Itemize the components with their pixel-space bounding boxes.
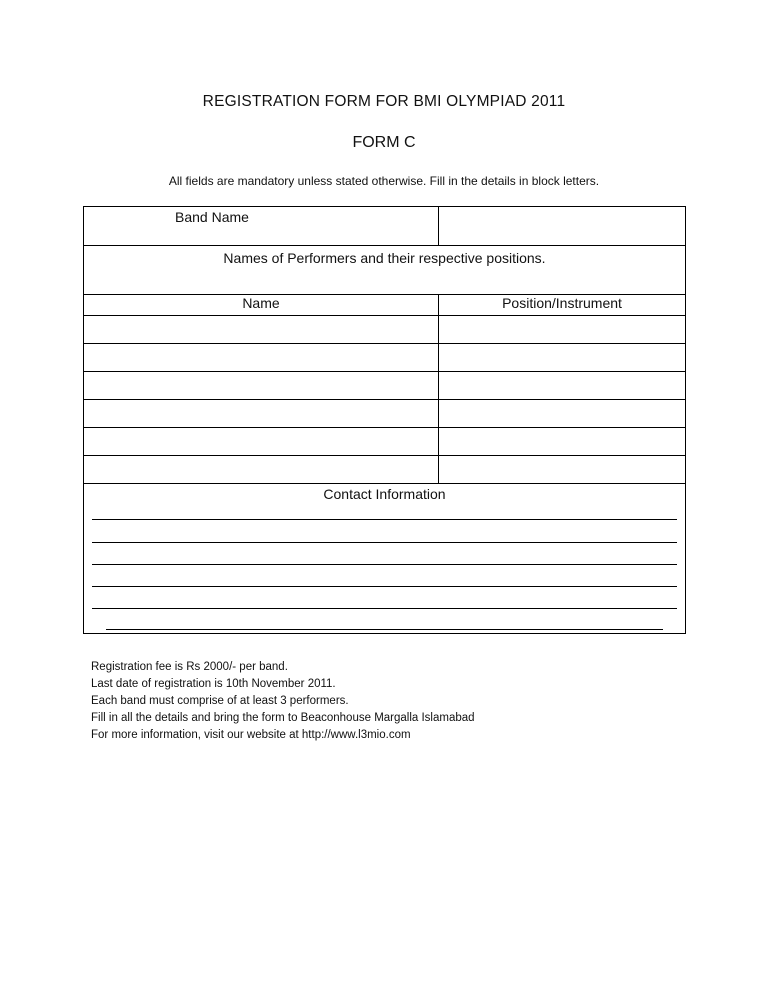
- note-performers: Each band must comprise of at least 3 performers.: [91, 695, 349, 707]
- performer-row: [84, 372, 686, 400]
- performer-name-field[interactable]: [84, 428, 439, 456]
- contact-line[interactable]: [92, 608, 677, 609]
- contact-section: [84, 484, 686, 634]
- band-name-row: [84, 207, 686, 246]
- performer-position-field[interactable]: [439, 456, 686, 484]
- band-name-label: Band Name: [84, 207, 439, 246]
- note-deadline: Last date of registration is 10th November 2011.: [91, 678, 336, 690]
- performer-name-field[interactable]: [84, 400, 439, 428]
- performer-position-field[interactable]: [439, 428, 686, 456]
- contact-line[interactable]: [92, 564, 677, 565]
- note-fee: Registration fee is Rs 2000/- per band.: [91, 661, 288, 673]
- performer-position-field[interactable]: [439, 372, 686, 400]
- performer-row: [84, 400, 686, 428]
- performer-position-field[interactable]: [439, 316, 686, 344]
- note-submission: Fill in all the details and bring the form to Beaconhouse Margalla Islamabad: [91, 712, 475, 724]
- registration-table: [83, 206, 686, 634]
- performer-name-field[interactable]: [84, 316, 439, 344]
- column-header-name: Name: [84, 295, 439, 316]
- form-id: FORM C: [352, 134, 416, 151]
- column-header-row: [84, 295, 686, 316]
- contact-line[interactable]: [92, 542, 677, 543]
- performer-name-field[interactable]: [84, 372, 439, 400]
- notes-block: [91, 659, 475, 744]
- performer-position-field[interactable]: [439, 400, 686, 428]
- performer-name-field[interactable]: [84, 344, 439, 372]
- performer-row: [84, 316, 686, 344]
- performer-name-field[interactable]: [84, 456, 439, 484]
- column-header-position: Position/Instrument: [439, 295, 686, 316]
- performer-row: [84, 428, 686, 456]
- contact-heading: Contact Information: [323, 486, 446, 502]
- band-name-field[interactable]: [439, 207, 686, 246]
- performer-position-field[interactable]: [439, 344, 686, 372]
- contact-line[interactable]: [92, 519, 677, 520]
- performer-row: [84, 344, 686, 372]
- performers-heading-row: [84, 246, 686, 295]
- note-website: For more information, visit our website at http://www.l3mio.com: [91, 729, 411, 741]
- contact-row: [84, 484, 686, 634]
- performer-row: [84, 456, 686, 484]
- form-instruction: All fields are mandatory unless stated otherwise. Fill in the details in block letters.: [168, 174, 600, 188]
- performers-heading: Names of Performers and their respective positions.: [84, 246, 686, 295]
- contact-line[interactable]: [106, 629, 663, 630]
- form-title: REGISTRATION FORM FOR BMI OLYMPIAD 2011: [202, 93, 566, 110]
- contact-line[interactable]: [92, 586, 677, 587]
